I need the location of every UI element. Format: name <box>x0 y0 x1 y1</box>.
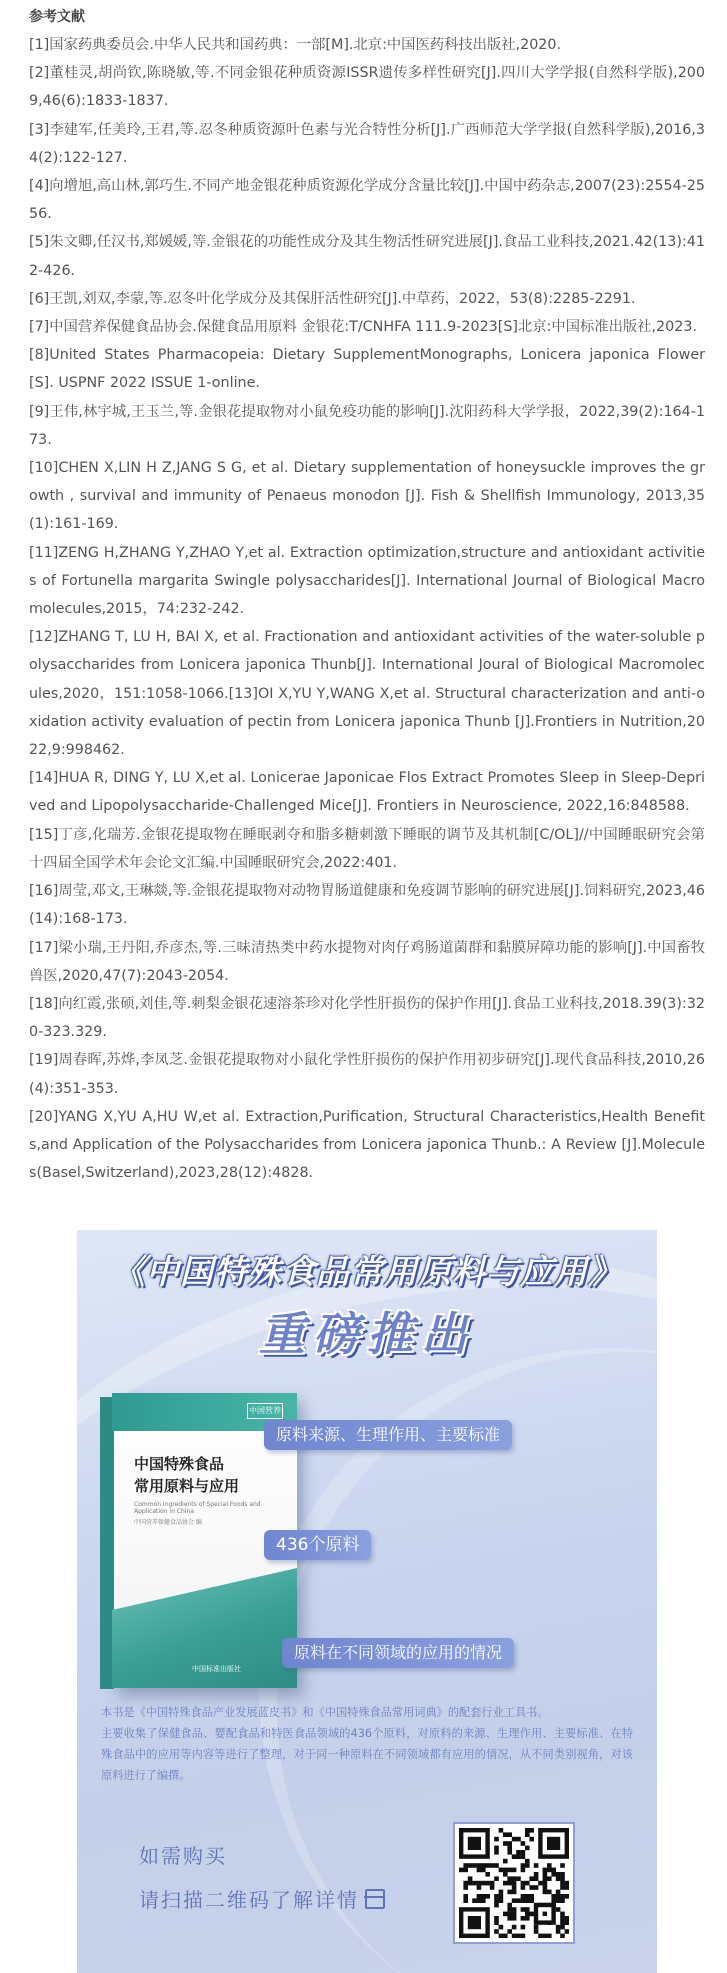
poster-description-line2: 主要收集了保健食品、婴配食品和特医食品领域的436个原料，对原料的来源、生理作用、主要标准、在特殊食品中的应用等内容等进行了整理，对于同一种原料在不同领域都有应用的情况，从不同类别视角，对该原料进行了编撰。 <box>101 1727 633 1782</box>
book-spine <box>100 1397 114 1689</box>
reference-item: [19]周春晖,苏烨,李凤芝.金银花提取物对小鼠化学性肝损伤的保护作用初步研究[J].现代食品科技,2010,26(4):351-353. <box>29 1052 705 1097</box>
qr-code-graphic <box>459 1828 569 1938</box>
feature-pill-sources: 原料来源、生理作用、主要标准 <box>264 1420 512 1450</box>
book-english-title: Common Ingredients of Special Foods and Application in China <box>134 1501 261 1515</box>
reference-item: [1]国家药典委员会.中华人民共和国药典：一部[M].北京:中国医药科技出版社,2020. <box>29 37 562 53</box>
reference-item: [3]李建军,任美玲,王君,等.忍冬种质资源叶色素与光合特性分析[J].广西师范大学学报(自然科学版),2016,34(2):122-127. <box>29 121 705 166</box>
reference-item: [8]United States Pharmacopeia: Dietary SupplementMonographs, Lonicera japonica Flower [S]. USPNF 2022 ISSUE 1-online. <box>29 347 705 392</box>
reference-item: [20]YANG X,YU A,HU W,et al. Extraction,Purification, Structural Characteristics,Health Benefits,and Application of the Polysaccharides from Lonicera japonica Thunb.: A Review [J].Molecules(Basel,Switzerland),2023,28(12):4828. <box>29 1108 705 1182</box>
poster-subtitle: 重磅推出 <box>259 1307 475 1361</box>
reference-item: [17]梁小瑞,王丹阳,乔彦杰,等.三味清热类中药水提物对肉仔鸡肠道菌群和黏膜屏障功能的影响[J].中国畜牧兽医,2020,47(7):2043-2054. <box>29 939 705 984</box>
qr-code[interactable] <box>453 1822 575 1944</box>
reference-item: [5]朱文卿,任汉书,郑媛媛,等.金银花的功能性成分及其生物活性研究进展[J].食品工业科技,2021.42(13):412-426. <box>29 234 705 279</box>
reference-item: [11]ZENG H,ZHANG Y,ZHAO Y,et al. Extraction optimization,structure and antioxidant activities of Fortunella margarita Swingle polysaccharides[J]. International Journal of Biological Macromolecules,2015，74:232-242. <box>29 544 705 618</box>
reference-item: [16]周莹,邓文,王琳燚,等.金银花提取物对动物胃肠道健康和免疫调节影响的研究进展[J].饲料研究,2023,46(14):168-173. <box>29 883 705 928</box>
reference-item: [12]ZHANG T, LU H, BAI X, et al. Fractionation and antioxidant activities of the water-soluble polysaccharides from Lonicera japonica Thunb[J]. International Joural of Biological Macromolecules,2020，151:1058-1066.[13]OI X,YU Y,WANG X,et al. Structural characterization and anti-oxidation activity evaluation of pectin from Lonicera japonica Thunb [J].Frontiers in Nutrition,2022,9:998462. <box>29 629 705 759</box>
book-promo-poster <box>77 1230 657 1973</box>
book-title-line2: 常用原料与应用 <box>134 1477 240 1495</box>
poster-description <box>101 1702 633 1786</box>
references-list <box>29 31 705 1187</box>
reference-item: [7]中国营养保健食品协会.保健食品用原料 金银花:T/CNHFA 111.9-2023[S]北京:中国标准出版社,2023. <box>29 319 697 336</box>
reference-item: [4]向增旭,高山林,郭巧生.不同产地金银花种质资源化学成分含量比较[J].中国中药杂志,2007(23):2554-2556. <box>29 178 705 223</box>
book-publisher: 中国标准出版社 <box>192 1665 241 1673</box>
book-editor: 中国营养保健食品协会 编 <box>134 1519 202 1526</box>
book-title-line1: 中国特殊食品 <box>134 1455 225 1473</box>
reference-item: [6]王凯,刘双,李蒙,等.忍冬叶化学成分及其保肝活性研究[J].中草药，2022，53(8):2285-2291. <box>29 290 636 307</box>
reference-item: [10]CHEN X,LIN H Z,JANG S G, et al. Dietary supplementation of honeysuckle improves the growth , survival and immunity of Penaeus monodon [J]. Fish & Shellfish Immunology, 2013,35(1):161-169. <box>29 460 705 533</box>
reference-item: [14]HUA R, DING Y, LU X,et al. Lonicerae Japonicae Flos Extract Promotes Sleep in Sleep-Deprived and Lipopolysaccharide-Challenged Mice[J]. Frontiers in Neuroscience, 2022,16:848588. <box>29 770 705 815</box>
reference-item: [9]王伟,林宇城,王玉兰,等.金银花提取物对小鼠免疫功能的影响[J].沈阳药科大学学报，2022,39(2):164-173. <box>29 403 705 448</box>
book-logo: 中国营养 <box>247 1403 283 1419</box>
reference-item: [2]董桂灵,胡尚钦,陈晓敏,等.不同金银花种质资源ISSR遗传多样性研究[J].四川大学学报(自然科学版),2009,46(6):1833-1837. <box>29 65 705 110</box>
reference-item: [18]向红霞,张硕,刘佳,等.刺梨金银花速溶茶珍对化学性肝损伤的保护作用[J].食品工业科技,2018.39(3):320-323.329. <box>29 995 705 1041</box>
feature-pill-applications: 原料在不同领域的应用的情况 <box>282 1638 514 1668</box>
scan-prompt <box>139 1884 385 1913</box>
poster-description-line1: 本书是《中国特殊食品产业发展蓝皮书》和《中国特殊食品常用词典》的配套行业工具书。 <box>101 1706 549 1719</box>
references-section <box>29 3 705 1187</box>
purchase-prompt: 如需购买 <box>139 1844 227 1868</box>
scan-prompt-text: 请扫描二维码了解详情 <box>139 1888 359 1912</box>
scan-icon <box>365 1889 385 1909</box>
reference-item: [15]丁彦,化瑞芳.金银花提取物在睡眠剥夺和脂多糖刺激下睡眠的调节及其机制[C/OL]//中国睡眠研究会第十四届全国学术年会论文汇编.中国睡眠研究会,2022:401. <box>29 826 705 871</box>
references-title: 参考文献 <box>29 9 85 25</box>
poster-title: 《中国特殊食品常用原料与应用》 <box>112 1252 622 1291</box>
feature-pill-count: 436个原料 <box>264 1530 371 1560</box>
